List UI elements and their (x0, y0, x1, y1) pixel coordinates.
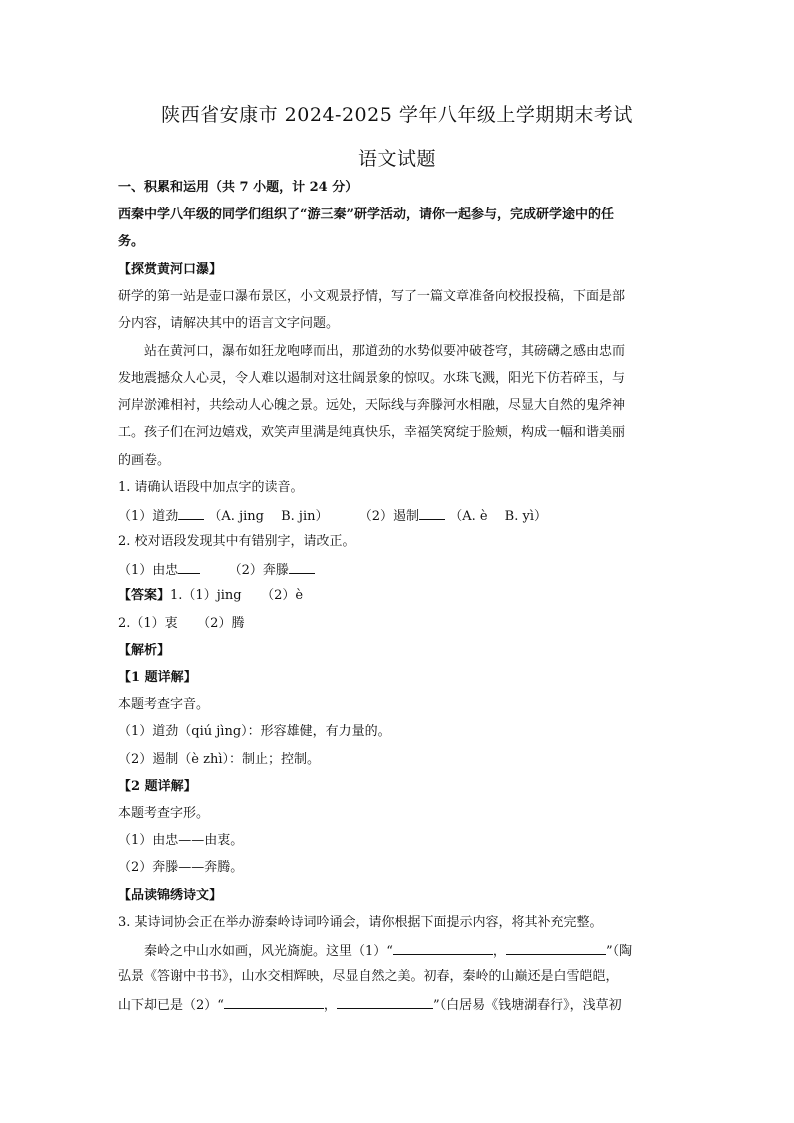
passage-line: 发地震撼众人心灵，令人难以遏制对这壮阔景象的惊叹。水珠飞溅，阳光下仿若碎玉，与 (118, 371, 626, 386)
question-options (118, 507, 678, 525)
passage-line: 的画卷。 (118, 453, 171, 468)
detail-text: （2）奔滕——奔腾。 (118, 860, 244, 875)
exam-title: 陕西省安康市 2024-2025 学年八年级上学期期末考试 (161, 104, 633, 126)
passage-line: 工。孩子们在河边嬉戏，欢笑声里满是纯真快乐，幸福笑窝绽于脸颊，构成一幅和谐美丽 (118, 425, 626, 440)
option-label: （2）奔滕 (228, 563, 289, 578)
option-label: （1）由忠 (118, 563, 179, 578)
option-choices: （A. jing B. jin） (208, 509, 329, 524)
passage-line: 站在黄河口，瀑布如狂龙咆哮而出，那道劲的水势似要冲破苍穹，其磅礴之感由忠而 (144, 344, 626, 359)
option-choices: （A. è B. yì） (449, 509, 547, 524)
detail-heading: 【2 题详解】 (118, 779, 197, 794)
subsection-heading: 【品读锦绣诗文】 (118, 888, 223, 903)
question-stem: 1. 请确认语段中加点字的读音。 (118, 480, 304, 495)
blank-line (419, 507, 445, 520)
question-stem: 3. 某诗词协会正在举办游秦岭诗词吟诵会，请你根据下面提示内容，将其补充完整。 (118, 915, 603, 930)
detail-text: 本题考查字音。 (118, 697, 210, 712)
blank-line (224, 996, 324, 1009)
answer-text: 1.（1）jing （2）è (170, 588, 304, 603)
detail-text: 本题考查字形。 (118, 806, 210, 821)
detail-text: （1）道劲（qiú jìng）：形容雄健，有力量的。 (118, 724, 391, 739)
paragraph-line: 研学的第一站是壶口瀑布景区，小文观景抒情，写了一篇文章准备向校报投稿，下面是部 (118, 289, 626, 304)
passage-line: 秦岭之中山水如画，风光旖旎。这里（1）“ ， ”（陶 (144, 944, 633, 959)
paragraph-line: 分内容，请解决其中的语言文字问题。 (118, 316, 340, 331)
blank-line (393, 942, 493, 955)
answer-label: 【答案】 (118, 588, 171, 603)
passage-line: 弘景《答谢中书书》，山水交相辉映，尽显自然之美。初春，秦岭的山巅还是白雪皑皑， (118, 969, 619, 984)
passage-line: 山下却已是（2）“ ， ”（白居易《钱塘湖春行》，浅草初 (118, 998, 622, 1013)
blank-line (178, 507, 204, 520)
intro-line: 务。 (118, 234, 145, 249)
section-heading: 一、积累和运用（共 7 小题，计 24 分） (118, 180, 359, 195)
subsection-heading: 【探赏黄河口瀑】 (118, 262, 223, 277)
answer-line (118, 588, 678, 604)
passage-line: 河岸淤滩相衬，共绘动人心魄之景。远处，天际线与奔滕河水相融，尽显大自然的鬼斧神 (118, 398, 626, 413)
blank-line (506, 942, 606, 955)
question-stem: 2. 校对语段发现其中有错别字，请改正。 (118, 534, 356, 549)
exam-subtitle: 语文试题 (357, 148, 436, 170)
option-label: （2）遏制 (358, 509, 420, 524)
blank-line (289, 561, 315, 574)
answer-line: 2.（1）衷 （2）腾 (118, 616, 245, 631)
detail-text: （1）由忠——由衷。 (118, 833, 244, 848)
intro-line: 西秦中学八年级的同学们组织了“游三秦”研学活动，请你一起参与，完成研学途中的任 (118, 207, 614, 222)
blank-line (178, 561, 200, 574)
blank-line (337, 996, 433, 1009)
analysis-heading: 【解析】 (118, 643, 171, 658)
option-label: （1）道劲 (118, 509, 179, 524)
question-options (118, 561, 678, 579)
detail-text: （2）遏制（è zhì）：制止；控制。 (118, 752, 320, 767)
detail-heading: 【1 题详解】 (118, 670, 197, 685)
